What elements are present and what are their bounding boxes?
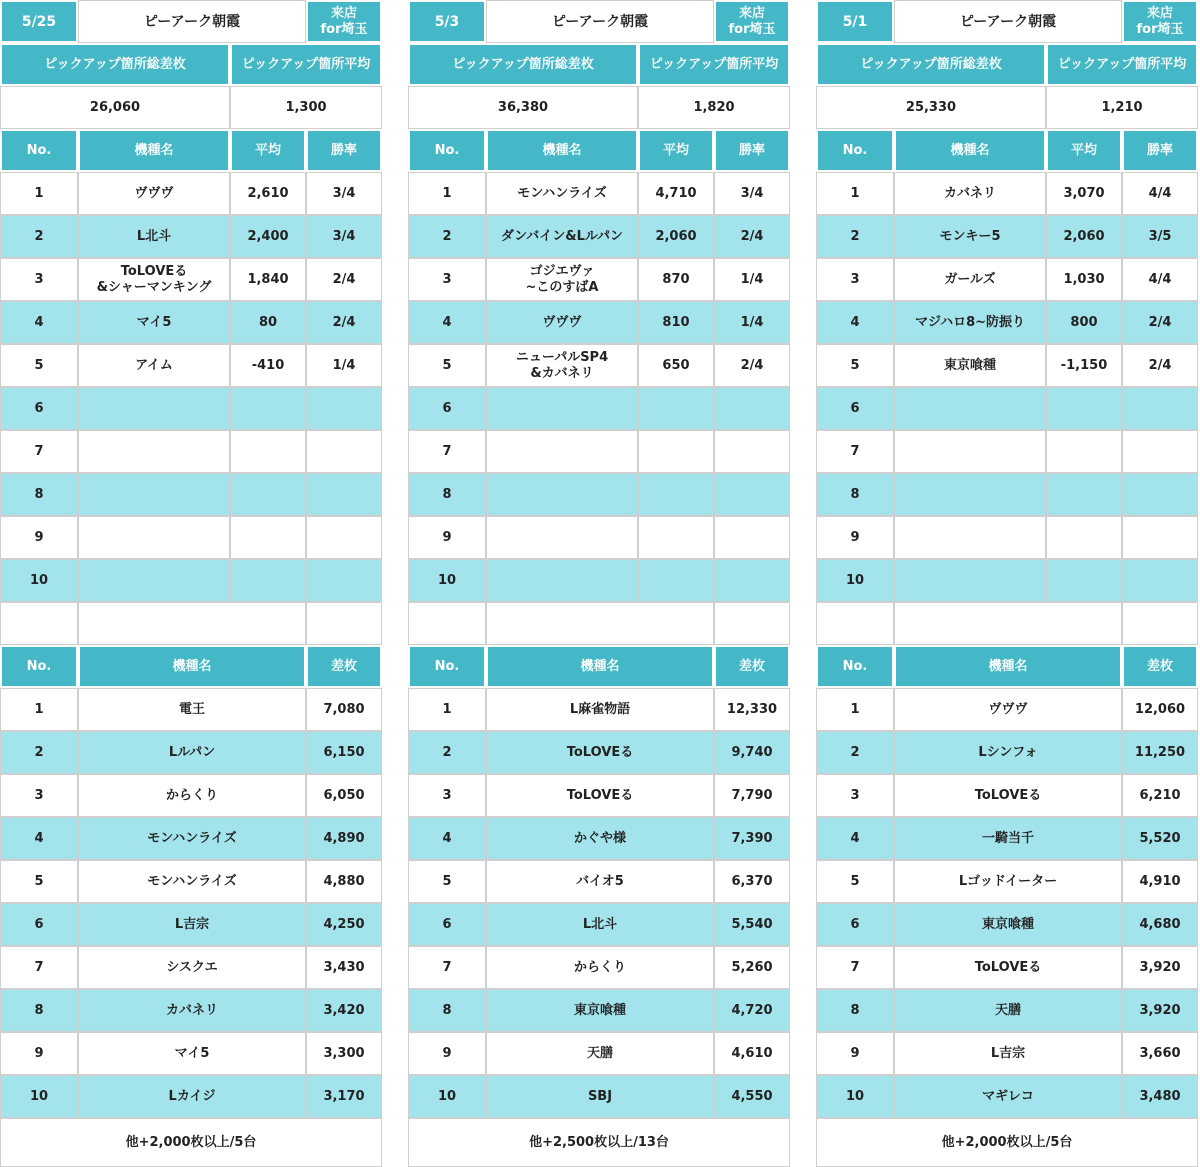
pickup-win-rate: 2/4: [306, 301, 382, 344]
pickup-win-rate: 1/4: [306, 344, 382, 387]
top-diff: 3,920: [1122, 989, 1198, 1032]
pickup-win-rate: 3/4: [306, 215, 382, 258]
pickup-win-rate: 3/4: [306, 172, 382, 215]
top-diff: 4,720: [714, 989, 790, 1032]
pickup-win-rate: 2/4: [1122, 301, 1198, 344]
pickup-rank: 8: [0, 473, 78, 516]
top-diff: 3,480: [1122, 1075, 1198, 1118]
pickup-machine-name: カバネリ: [894, 172, 1046, 215]
summary-total-value: 26,060: [0, 86, 230, 129]
pickup-header-avg: 平均: [230, 129, 306, 172]
date-panel: [408, 0, 790, 1167]
pickup-rank: 4: [0, 301, 78, 344]
top-rank: 1: [816, 688, 894, 731]
pickup-average: [638, 516, 714, 559]
top-rank: 10: [0, 1075, 78, 1118]
pickup-win-rate: [306, 387, 382, 430]
pickup-average: [638, 430, 714, 473]
spacer-cell: [816, 602, 894, 645]
top-rank: 1: [408, 688, 486, 731]
pickup-rank: 5: [816, 344, 894, 387]
event-tag: 来店 for埼玉: [714, 0, 790, 43]
pickup-average: [230, 473, 306, 516]
pickup-machine-name: ToLOVEる &シャーマンキング: [78, 258, 230, 301]
top-rank: 8: [816, 989, 894, 1032]
top-rank: 6: [0, 903, 78, 946]
pickup-rank: 10: [816, 559, 894, 602]
pickup-average: [230, 559, 306, 602]
top-rank: 3: [816, 774, 894, 817]
top-diff: 3,170: [306, 1075, 382, 1118]
top-rank: 5: [816, 860, 894, 903]
top-rank: 6: [816, 903, 894, 946]
top-diff: 5,520: [1122, 817, 1198, 860]
top-rank: 2: [816, 731, 894, 774]
pickup-average: 2,610: [230, 172, 306, 215]
top-machine-name: 東京喰種: [894, 903, 1122, 946]
summary-average-header: ピックアップ箇所平均: [230, 43, 382, 86]
pickup-machine-name: [486, 473, 638, 516]
top-machine-name: マギレコ: [894, 1075, 1122, 1118]
event-tag: 来店 for埼玉: [1122, 0, 1198, 43]
top-header-name: 機種名: [894, 645, 1122, 688]
pickup-machine-name: ダンバイン&Lルパン: [486, 215, 638, 258]
pickup-average: 3,070: [1046, 172, 1122, 215]
top-diff: 3,420: [306, 989, 382, 1032]
top-diff: 3,920: [1122, 946, 1198, 989]
top-header-diff: 差枚: [1122, 645, 1198, 688]
pickup-average: 1,030: [1046, 258, 1122, 301]
pickup-rank: 8: [408, 473, 486, 516]
top-diff: 4,550: [714, 1075, 790, 1118]
pickup-rank: 3: [816, 258, 894, 301]
pickup-average: -1,150: [1046, 344, 1122, 387]
pickup-machine-name: [486, 430, 638, 473]
pickup-header-name: 機種名: [894, 129, 1046, 172]
pickup-average: -410: [230, 344, 306, 387]
pickup-win-rate: 2/4: [1122, 344, 1198, 387]
pickup-machine-name: [78, 473, 230, 516]
top-diff: 12,330: [714, 688, 790, 731]
top-machine-name: L北斗: [486, 903, 714, 946]
pickup-average: [1046, 516, 1122, 559]
pickup-header-rate: 勝率: [306, 129, 382, 172]
summary-average-value: 1,210: [1046, 86, 1198, 129]
top-machine-name: 一騎当千: [894, 817, 1122, 860]
top-rank: 1: [0, 688, 78, 731]
pickup-header-rate: 勝率: [714, 129, 790, 172]
pickup-machine-name: アイム: [78, 344, 230, 387]
pickup-win-rate: 4/4: [1122, 172, 1198, 215]
event-tag: 来店 for埼玉: [306, 0, 382, 43]
top-diff: 11,250: [1122, 731, 1198, 774]
pickup-rank: 3: [0, 258, 78, 301]
top-rank: 5: [0, 860, 78, 903]
pickup-rank: 7: [408, 430, 486, 473]
top-machine-name: Lシンフォ: [894, 731, 1122, 774]
pickup-rank: 1: [0, 172, 78, 215]
pickup-rank: 9: [816, 516, 894, 559]
top-machine-name: ToLOVEる: [486, 731, 714, 774]
top-machine-name: ToLOVEる: [486, 774, 714, 817]
panel-footer-note: 他+2,000枚以上/5台: [816, 1118, 1198, 1167]
top-machine-name: モンハンライズ: [78, 817, 306, 860]
top-diff: 6,370: [714, 860, 790, 903]
pickup-win-rate: [306, 430, 382, 473]
top-rank: 7: [816, 946, 894, 989]
pickup-win-rate: 3/5: [1122, 215, 1198, 258]
spacer-cell: [306, 602, 382, 645]
pickup-machine-name: モンハンライズ: [486, 172, 638, 215]
pickup-average: [1046, 430, 1122, 473]
top-machine-name: 東京喰種: [486, 989, 714, 1032]
pickup-average: [230, 387, 306, 430]
pickup-rank: 2: [816, 215, 894, 258]
top-machine-name: ToLOVEる: [894, 774, 1122, 817]
top-rank: 8: [0, 989, 78, 1032]
summary-average-value: 1,300: [230, 86, 382, 129]
pickup-win-rate: [306, 473, 382, 516]
pickup-machine-name: ヴヴヴ: [78, 172, 230, 215]
top-rank: 3: [0, 774, 78, 817]
pickup-machine-name: [894, 516, 1046, 559]
top-diff: 4,610: [714, 1032, 790, 1075]
store-name: ピーアーク朝霞: [894, 0, 1122, 43]
top-rank: 3: [408, 774, 486, 817]
pickup-header-avg: 平均: [1046, 129, 1122, 172]
pickup-rank: 5: [0, 344, 78, 387]
top-rank: 2: [408, 731, 486, 774]
top-diff: 6,210: [1122, 774, 1198, 817]
summary-total-header: ピックアップ箇所総差枚: [816, 43, 1046, 86]
pickup-header-no: No.: [408, 129, 486, 172]
top-machine-name: L吉宗: [78, 903, 306, 946]
top-header-name: 機種名: [78, 645, 306, 688]
top-machine-name: Lルパン: [78, 731, 306, 774]
top-rank: 8: [408, 989, 486, 1032]
top-diff: 9,740: [714, 731, 790, 774]
pickup-win-rate: [714, 516, 790, 559]
pickup-average: 80: [230, 301, 306, 344]
pickup-win-rate: [1122, 473, 1198, 516]
top-header-no: No.: [408, 645, 486, 688]
summary-total-header: ピックアップ箇所総差枚: [0, 43, 230, 86]
pickup-rank: 6: [408, 387, 486, 430]
top-diff: 7,790: [714, 774, 790, 817]
spacer-cell: [1122, 602, 1198, 645]
panel-date: 5/1: [816, 0, 894, 43]
pickup-average: [638, 473, 714, 516]
pickup-win-rate: 2/4: [714, 344, 790, 387]
pickup-rank: 3: [408, 258, 486, 301]
pickup-rank: 7: [816, 430, 894, 473]
panel-date: 5/3: [408, 0, 486, 43]
pickup-machine-name: [486, 559, 638, 602]
pickup-win-rate: [1122, 559, 1198, 602]
top-rank: 5: [408, 860, 486, 903]
top-diff: 5,260: [714, 946, 790, 989]
top-machine-name: マイ5: [78, 1032, 306, 1075]
panel-footer-note: 他+2,500枚以上/13台: [408, 1118, 790, 1167]
summary-total-value: 25,330: [816, 86, 1046, 129]
pickup-rank: 1: [816, 172, 894, 215]
pickup-rank: 2: [408, 215, 486, 258]
pickup-win-rate: 1/4: [714, 301, 790, 344]
pickup-average: [1046, 473, 1122, 516]
top-diff: 6,050: [306, 774, 382, 817]
pickup-machine-name: [894, 430, 1046, 473]
summary-total-header: ピックアップ箇所総差枚: [408, 43, 638, 86]
pickup-average: 870: [638, 258, 714, 301]
pickup-machine-name: [78, 559, 230, 602]
top-machine-name: L麻雀物語: [486, 688, 714, 731]
top-rank: 10: [408, 1075, 486, 1118]
pickup-machine-name: L北斗: [78, 215, 230, 258]
top-rank: 4: [0, 817, 78, 860]
store-name: ピーアーク朝霞: [486, 0, 714, 43]
pickup-machine-name: [486, 516, 638, 559]
pickup-rank: 9: [408, 516, 486, 559]
panel-date: 5/25: [0, 0, 78, 43]
pickup-machine-name: 東京喰種: [894, 344, 1046, 387]
pickup-win-rate: [1122, 516, 1198, 559]
top-rank: 10: [816, 1075, 894, 1118]
top-diff: 3,660: [1122, 1032, 1198, 1075]
top-machine-name: L吉宗: [894, 1032, 1122, 1075]
top-machine-name: 天膳: [486, 1032, 714, 1075]
pickup-win-rate: [714, 473, 790, 516]
pickup-win-rate: [306, 559, 382, 602]
spacer-cell: [0, 602, 78, 645]
top-machine-name: Lカイジ: [78, 1075, 306, 1118]
pickup-machine-name: [894, 473, 1046, 516]
top-machine-name: バイオ5: [486, 860, 714, 903]
top-diff: 4,880: [306, 860, 382, 903]
top-machine-name: カバネリ: [78, 989, 306, 1032]
pickup-machine-name: ガールズ: [894, 258, 1046, 301]
pickup-win-rate: 3/4: [714, 172, 790, 215]
spacer-cell: [78, 602, 306, 645]
date-panel: [0, 0, 382, 1167]
top-machine-name: かぐや様: [486, 817, 714, 860]
top-rank: 6: [408, 903, 486, 946]
pickup-rank: 5: [408, 344, 486, 387]
pickup-machine-name: [78, 516, 230, 559]
pickup-rank: 4: [408, 301, 486, 344]
pickup-machine-name: ゴジエヴァ ~このすばA: [486, 258, 638, 301]
pickup-header-name: 機種名: [486, 129, 638, 172]
summary-average-header: ピックアップ箇所平均: [638, 43, 790, 86]
pickup-rank: 10: [408, 559, 486, 602]
summary-average-value: 1,820: [638, 86, 790, 129]
pickup-machine-name: [78, 430, 230, 473]
panel-footer-note: 他+2,000枚以上/5台: [0, 1118, 382, 1167]
top-rank: 9: [0, 1032, 78, 1075]
pickup-header-avg: 平均: [638, 129, 714, 172]
top-header-diff: 差枚: [714, 645, 790, 688]
pickup-average: [230, 430, 306, 473]
pickup-win-rate: 1/4: [714, 258, 790, 301]
pickup-average: [638, 559, 714, 602]
pickup-machine-name: [894, 559, 1046, 602]
pickup-machine-name: [486, 387, 638, 430]
top-machine-name: からくり: [78, 774, 306, 817]
top-header-diff: 差枚: [306, 645, 382, 688]
top-rank: 4: [408, 817, 486, 860]
top-rank: 2: [0, 731, 78, 774]
top-machine-name: シスクエ: [78, 946, 306, 989]
pickup-machine-name: マイ5: [78, 301, 230, 344]
pickup-rank: 7: [0, 430, 78, 473]
spacer-cell: [894, 602, 1122, 645]
top-machine-name: 電王: [78, 688, 306, 731]
pickup-rank: 4: [816, 301, 894, 344]
pickup-win-rate: [714, 559, 790, 602]
pickup-average: 650: [638, 344, 714, 387]
top-machine-name: ヴヴヴ: [894, 688, 1122, 731]
top-diff: 3,300: [306, 1032, 382, 1075]
pickup-rank: 1: [408, 172, 486, 215]
pickup-win-rate: [1122, 387, 1198, 430]
top-diff: 5,540: [714, 903, 790, 946]
top-diff: 12,060: [1122, 688, 1198, 731]
top-machine-name: からくり: [486, 946, 714, 989]
pickup-average: [230, 516, 306, 559]
top-rank: 9: [408, 1032, 486, 1075]
pickup-rank: 2: [0, 215, 78, 258]
top-rank: 4: [816, 817, 894, 860]
top-diff: 4,250: [306, 903, 382, 946]
pickup-average: 2,400: [230, 215, 306, 258]
pickup-machine-name: ヴヴヴ: [486, 301, 638, 344]
pickup-average: 2,060: [638, 215, 714, 258]
pickup-machine-name: [894, 387, 1046, 430]
date-panel: [816, 0, 1198, 1167]
pickup-header-name: 機種名: [78, 129, 230, 172]
pickup-win-rate: [306, 516, 382, 559]
top-header-no: No.: [0, 645, 78, 688]
pickup-machine-name: モンキー5: [894, 215, 1046, 258]
top-machine-name: ToLOVEる: [894, 946, 1122, 989]
pickup-rank: 8: [816, 473, 894, 516]
pickup-win-rate: 2/4: [714, 215, 790, 258]
top-diff: 3,430: [306, 946, 382, 989]
pickup-machine-name: マジハロ8~防振り: [894, 301, 1046, 344]
top-diff: 4,910: [1122, 860, 1198, 903]
pickup-average: 4,710: [638, 172, 714, 215]
spacer-cell: [486, 602, 714, 645]
top-machine-name: 天膳: [894, 989, 1122, 1032]
pickup-rank: 6: [816, 387, 894, 430]
pickup-win-rate: 2/4: [306, 258, 382, 301]
summary-total-value: 36,380: [408, 86, 638, 129]
top-diff: 6,150: [306, 731, 382, 774]
top-rank: 7: [408, 946, 486, 989]
pickup-rank: 10: [0, 559, 78, 602]
top-diff: 4,890: [306, 817, 382, 860]
pickup-machine-name: ニューパルSP4 &カバネリ: [486, 344, 638, 387]
top-header-name: 機種名: [486, 645, 714, 688]
pickup-average: [1046, 387, 1122, 430]
spacer-cell: [714, 602, 790, 645]
top-rank: 7: [0, 946, 78, 989]
pickup-header-no: No.: [816, 129, 894, 172]
top-machine-name: モンハンライズ: [78, 860, 306, 903]
pickup-average: 1,840: [230, 258, 306, 301]
pickup-machine-name: [78, 387, 230, 430]
pickup-rank: 9: [0, 516, 78, 559]
pickup-rank: 6: [0, 387, 78, 430]
pickup-win-rate: [1122, 430, 1198, 473]
top-diff: 4,680: [1122, 903, 1198, 946]
pickup-win-rate: [714, 430, 790, 473]
spacer-cell: [408, 602, 486, 645]
pickup-header-no: No.: [0, 129, 78, 172]
store-name: ピーアーク朝霞: [78, 0, 306, 43]
top-machine-name: Lゴッドイーター: [894, 860, 1122, 903]
pickup-win-rate: [714, 387, 790, 430]
pickup-average: [638, 387, 714, 430]
pickup-average: 2,060: [1046, 215, 1122, 258]
pickup-win-rate: 4/4: [1122, 258, 1198, 301]
pickup-average: 800: [1046, 301, 1122, 344]
top-header-no: No.: [816, 645, 894, 688]
top-machine-name: SBJ: [486, 1075, 714, 1118]
top-diff: 7,390: [714, 817, 790, 860]
pickup-average: [1046, 559, 1122, 602]
pickup-header-rate: 勝率: [1122, 129, 1198, 172]
summary-average-header: ピックアップ箇所平均: [1046, 43, 1198, 86]
top-diff: 7,080: [306, 688, 382, 731]
pickup-average: 810: [638, 301, 714, 344]
top-rank: 9: [816, 1032, 894, 1075]
